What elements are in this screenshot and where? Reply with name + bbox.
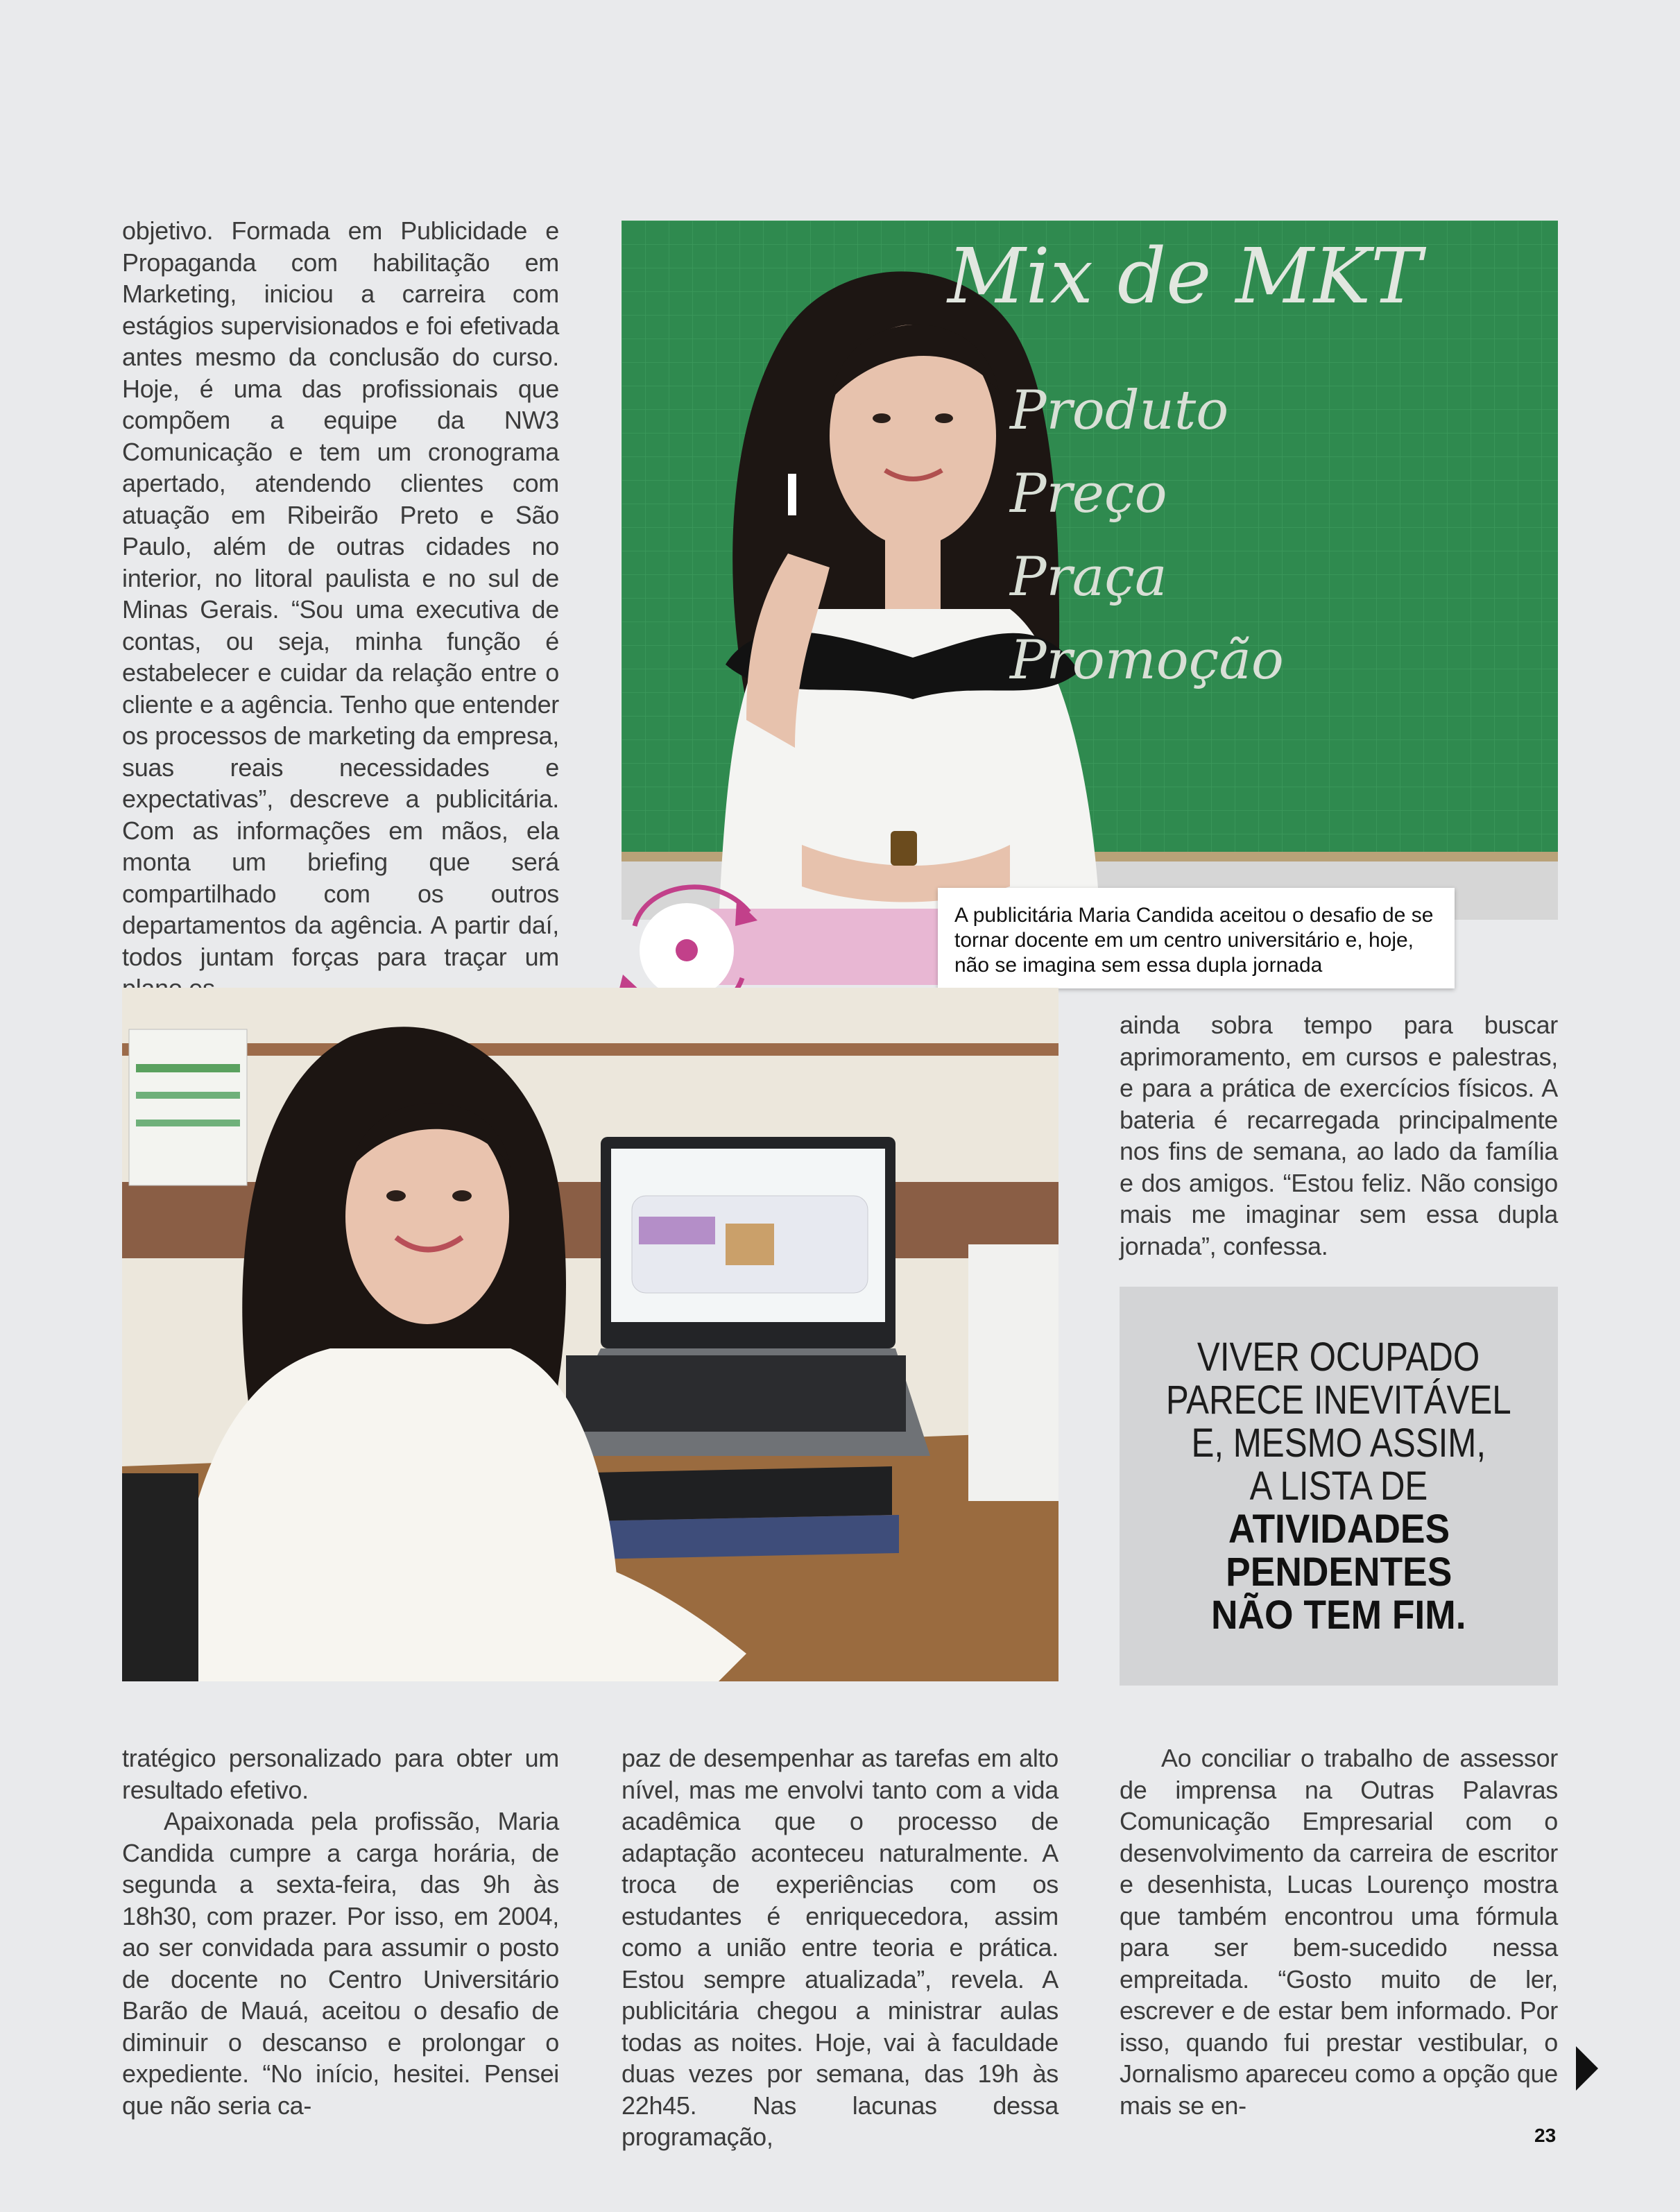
article-column-bottom-3	[1120, 1742, 1558, 2121]
chalkboard-item: Produto	[1010, 379, 1229, 442]
chalkboard-item: Promoção	[1010, 629, 1284, 692]
paragraph: objetivo. Formada em Publicidade e Propaganda com habilitação em Marketing, iniciou a carreira com estágios supervisionados e foi efetivada antes mesmo da conclusão do curso. Hoje, é uma das profissionais que compõem a equipe da NW3 Comunicação e tem um cronograma apertado, atendendo clientes com atuação em Ribeirão Preto e São Paulo, além de outras cidades no interior, no litoral paulista e no sul de Minas Gerais. “Sou uma executiva de contas, ou seja, minha função é estabelecer e cuidar da relação entre o cliente e a agência. Tenho que entender os processos de marketing da empresa, suas reais necessidades e expectativas”, descreve a publicitária. Com as informações em mãos, ela monta um briefing que será compartilhado com os outros departamentos da agência. A partir daí, todos juntam forças para traçar um	[122, 216, 559, 971]
paragraph: Apaixonada pela profissão, Maria Candida cumpre a carga horária, de segunda a sexta-feira, das 9h às 18h30, com prazer. Por isso, em 2004, ao ser convidada para assumir o posto de docente no Centro Universitário Barão de Mauá, aceitou o desafio de diminuir o descanso e prolongar o expediente. “No início, hesitei. Pensei que não seria ca-	[122, 1807, 559, 2120]
chalkboard-item: Preço	[1010, 463, 1167, 525]
article-column-mid-right	[1120, 1009, 1558, 1262]
photo-office	[122, 988, 1058, 1681]
photo-chalkboard-illustration	[622, 221, 1558, 920]
photo-caption: A publicitária Maria Candida aceitou o desafio de se tornar docente em um centro universitário e, hoje, não se imagina sem essa dupla jornada	[938, 888, 1455, 988]
page-number: 23	[1534, 2125, 1557, 2146]
article-column-bottom-1	[122, 1742, 559, 2121]
pull-quote-line-bold: ATIVIDADES	[1228, 1506, 1450, 1552]
pull-quote-line: E, MESMO ASSIM,	[1191, 1420, 1486, 1466]
pull-quote-line-bold: NÃO TEM FIM.	[1211, 1592, 1466, 1638]
photo-chalkboard	[622, 221, 1558, 920]
paragraph: tratégico personalizado para obter um resultado efetivo.	[122, 1744, 559, 1804]
photo-office-illustration	[122, 988, 1058, 1681]
pull-quote-line: PARECE INEVITÁVEL	[1166, 1377, 1511, 1423]
pull-quote-line: A LISTA DE	[1249, 1463, 1428, 1509]
pull-quote-line: VIVER OCUPADO	[1197, 1334, 1480, 1380]
paragraph: paz de desempenhar as tarefas em alto nível, mas me envolvi tanto com a vida acadêmica que o processo de adaptação aconteceu naturalmente. A troca de experiências com os estudantes é enriquecedora, assim como a união entre teoria e prática. Estou sempre atualizada”, revela. A publicitária chegou a ministrar aulas todas as noites. Hoje, vai à faculdade duas vezes por semana, das 19h às 22h45. Nas lacunas dessa programação,	[622, 1744, 1058, 2151]
pull-quote-line-bold: PENDENTES	[1225, 1549, 1452, 1595]
continue-arrow-icon	[1576, 2046, 1598, 2091]
chalkboard-title: Mix de MKT	[948, 232, 1422, 320]
chalkboard-item: Praça	[1010, 546, 1167, 608]
article-column-top-left	[122, 215, 559, 1004]
paragraph: Ao conciliar o trabalho de assessor de imprensa na Outras Palavras Comunicação Empresarial com o desenvolvimento da carreira de escritor e desenhista, Lucas Lourenço mostra que também encontrou uma fórmula para ser bem-sucedido nessa empreitada. “Gosto muito de ler, escrever e de estar bem informado. Por isso, quando fui prestar vestibular, o Jornalismo apareceu como a opção que mais se en-	[1120, 1744, 1558, 2120]
pull-quote	[1120, 1287, 1558, 1686]
article-column-bottom-2	[622, 1742, 1058, 2153]
paragraph: ainda sobra tempo para buscar aprimoramento, em cursos e palestras, e para a prática de exercícios físicos. A bateria é recarregada principalmente nos fins de semana, ao lado da família e dos amigos. “Estou feliz. Não consigo mais me imaginar sem essa dupla jornada”, confessa.	[1120, 1011, 1558, 1260]
